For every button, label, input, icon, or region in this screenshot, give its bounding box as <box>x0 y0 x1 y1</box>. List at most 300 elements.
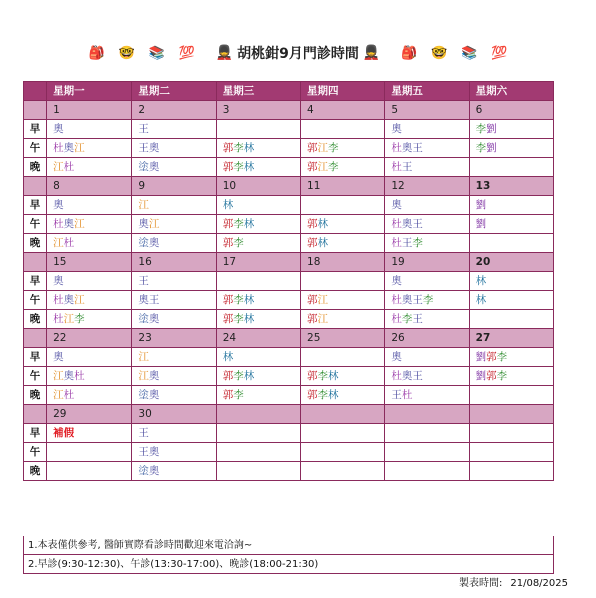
header-tue: 星期二 <box>132 82 216 101</box>
session-label: 早 <box>24 424 47 443</box>
session-row <box>24 462 554 481</box>
doctor-name: 李 <box>233 313 244 325</box>
doctor-name: 王 <box>412 218 423 230</box>
session-label: 午 <box>24 215 47 234</box>
date-cell: 10 <box>216 177 300 196</box>
backpack-icon: 🎒 <box>401 46 418 61</box>
schedule-cell <box>385 196 469 215</box>
schedule-cell <box>469 310 553 329</box>
schedule-cell <box>47 158 132 177</box>
doctor-name: 李 <box>496 370 508 382</box>
soldier-icon: 💂 <box>215 45 234 61</box>
doctor-name: 王 <box>138 142 149 154</box>
date-row-label <box>24 177 47 196</box>
session-label: 晚 <box>24 234 47 253</box>
schedule-cell <box>385 348 469 367</box>
doctor-name: 李 <box>317 389 329 401</box>
header-thu: 星期四 <box>301 82 385 101</box>
doctor-name: 奧 <box>148 465 160 477</box>
doctor-name: 奧 <box>391 123 402 135</box>
schedule-cell <box>132 443 216 462</box>
doctor-name: 江 <box>53 237 64 249</box>
doctor-name: 王 <box>138 427 149 439</box>
schedule-cell <box>132 367 216 386</box>
doctor-name: 杜 <box>391 142 402 154</box>
date-row <box>24 405 554 424</box>
session-label: 晚 <box>24 310 47 329</box>
doctor-name: 塗 <box>138 161 149 173</box>
session-row <box>24 120 554 139</box>
schedule-cell <box>132 120 216 139</box>
date-cell <box>385 405 469 424</box>
doctor-name: 林 <box>243 313 255 325</box>
doctor-name: 杜 <box>53 313 64 325</box>
doctor-name: 林 <box>243 161 255 173</box>
doctor-name: 李 <box>233 370 244 382</box>
schedule-cell <box>47 139 132 158</box>
date-cell: 3 <box>216 101 300 120</box>
doctor-name: 李 <box>496 351 508 363</box>
doctor-name: 郭 <box>307 389 318 401</box>
date-cell: 5 <box>385 101 469 120</box>
schedule-cell <box>385 234 469 253</box>
schedule-cell <box>132 348 216 367</box>
doctor-name: 李 <box>233 142 244 154</box>
date-cell: 6 <box>469 101 553 120</box>
schedule-cell <box>47 348 132 367</box>
doctor-name: 杜 <box>63 237 75 249</box>
date-cell: 26 <box>385 329 469 348</box>
doctor-name: 王 <box>412 370 423 382</box>
doctor-name: 奧 <box>53 275 64 287</box>
session-row <box>24 272 554 291</box>
doctor-name: 奧 <box>138 294 149 306</box>
session-label: 午 <box>24 367 47 386</box>
schedule-cell <box>216 348 300 367</box>
schedule-cell <box>385 291 469 310</box>
schedule-cell <box>132 424 216 443</box>
soldier-icon: 💂 <box>362 45 381 61</box>
schedule-cell <box>301 462 385 481</box>
date-cell: 25 <box>301 329 385 348</box>
header-mon: 星期一 <box>47 82 132 101</box>
schedule-cell <box>216 443 300 462</box>
schedule-cell <box>216 215 300 234</box>
doctor-name: 李 <box>233 161 244 173</box>
schedule-cell <box>301 386 385 405</box>
session-label: 早 <box>24 120 47 139</box>
schedule-cell <box>469 462 553 481</box>
header-row <box>24 82 554 101</box>
doctor-name: 劉 <box>486 142 497 154</box>
date-cell: 16 <box>132 253 216 272</box>
doctor-name: 杜 <box>391 294 402 306</box>
doctor-name: 李 <box>412 237 423 249</box>
doctor-name: 郭 <box>222 237 234 249</box>
doctor-name: 杜 <box>53 142 64 154</box>
schedule-cell <box>216 196 300 215</box>
schedule-cell <box>132 139 216 158</box>
doctor-name: 林 <box>317 237 329 249</box>
schedule-cell <box>216 310 300 329</box>
date-cell: 30 <box>132 405 216 424</box>
doctor-name: 江 <box>317 161 329 173</box>
date-cell: 20 <box>469 253 553 272</box>
doctor-name: 林 <box>328 370 339 382</box>
doctor-name: 郭 <box>307 218 318 230</box>
schedule-cell <box>132 462 216 481</box>
doctor-name: 李 <box>328 161 339 173</box>
doctor-name: 奧 <box>148 142 160 154</box>
doctor-name: 郭 <box>222 370 234 382</box>
made-label: 製表時間: <box>458 578 503 589</box>
doctor-name: 杜 <box>391 161 402 173</box>
schedule-cell <box>47 196 132 215</box>
made-date <box>459 574 568 589</box>
doctor-name: 奧 <box>401 142 413 154</box>
schedule-cell <box>132 272 216 291</box>
doctor-name: 李 <box>401 313 413 325</box>
doctor-name: 李 <box>422 294 434 306</box>
schedule-cell <box>47 462 132 481</box>
doctor-name: 郭 <box>307 294 318 306</box>
session-label: 午 <box>24 291 47 310</box>
header-wed: 星期三 <box>216 82 300 101</box>
doctor-name: 杜 <box>63 389 75 401</box>
doctor-name: 江 <box>138 351 149 363</box>
date-cell <box>216 405 300 424</box>
doctor-name: 奧 <box>138 218 149 230</box>
doctor-name: 奧 <box>391 199 402 211</box>
hundred-icon: 💯 <box>178 46 195 61</box>
doctor-name: 王 <box>412 294 423 306</box>
date-cell: 19 <box>385 253 469 272</box>
doctor-name: 奧 <box>63 370 75 382</box>
schedule-cell <box>301 291 385 310</box>
doctor-name: 杜 <box>401 389 413 401</box>
date-cell: 13 <box>469 177 553 196</box>
schedule-cell <box>47 120 132 139</box>
doctor-name: 劉 <box>475 218 487 230</box>
date-row-label <box>24 253 47 272</box>
doctor-name: 江 <box>53 370 64 382</box>
date-cell: 9 <box>132 177 216 196</box>
doctor-name: 郭 <box>307 370 318 382</box>
date-cell: 22 <box>47 329 132 348</box>
date-cell: 24 <box>216 329 300 348</box>
doctor-name: 李 <box>233 294 244 306</box>
doctor-name: 劉 <box>475 351 487 363</box>
schedule-cell <box>385 462 469 481</box>
doctor-name: 李 <box>233 218 244 230</box>
doctor-name: 郭 <box>307 161 318 173</box>
doctor-name: 奧 <box>148 313 160 325</box>
schedule-cell <box>216 424 300 443</box>
schedule-cell <box>385 424 469 443</box>
note-hours: 2.早診(9:30-12:30)、午診(13:30-17:00)、晚診(18:00-21:30) <box>23 555 554 574</box>
doctor-name: 李 <box>233 237 244 249</box>
doctor-name: 江 <box>138 199 149 211</box>
schedule-cell <box>385 139 469 158</box>
doctor-name: 奧 <box>401 218 413 230</box>
schedule-cell <box>132 234 216 253</box>
schedule-cell <box>47 386 132 405</box>
schedule-cell <box>47 443 132 462</box>
schedule-cell <box>216 158 300 177</box>
doctor-name: 杜 <box>53 294 64 306</box>
doctor-name: 奧 <box>148 237 160 249</box>
date-cell <box>469 405 553 424</box>
doctor-name: 李 <box>475 142 487 154</box>
doctor-name: 江 <box>53 389 64 401</box>
date-row-label <box>24 405 47 424</box>
doctor-name: 王 <box>138 275 149 287</box>
doctor-name: 江 <box>74 142 85 154</box>
schedule-cell <box>216 462 300 481</box>
header-sat: 星期六 <box>469 82 553 101</box>
doctor-name: 王 <box>391 389 402 401</box>
doctor-name: 郭 <box>486 370 497 382</box>
emoji-group-left <box>82 45 202 61</box>
doctor-name: 王 <box>148 294 160 306</box>
holiday-label: 補假 <box>53 427 75 439</box>
nerd-face-icon: 🤓 <box>118 46 135 61</box>
session-row <box>24 443 554 462</box>
schedule-cell <box>132 196 216 215</box>
header-fri: 星期五 <box>385 82 469 101</box>
schedule-cell <box>301 310 385 329</box>
doctor-name: 劉 <box>475 199 487 211</box>
doctor-name: 奧 <box>63 142 75 154</box>
title-text: 胡桃鉗9月門診時間 <box>237 46 359 62</box>
schedule-cell <box>301 215 385 234</box>
schedule-cell <box>301 120 385 139</box>
schedule-cell <box>216 367 300 386</box>
doctor-name: 杜 <box>391 237 402 249</box>
schedule-cell <box>47 291 132 310</box>
doctor-name: 林 <box>475 294 487 306</box>
doctor-name: 塗 <box>138 237 149 249</box>
doctor-name: 李 <box>328 142 339 154</box>
schedule-cell <box>301 196 385 215</box>
schedule-cell <box>47 367 132 386</box>
doctor-name: 郭 <box>222 313 234 325</box>
doctor-name: 奧 <box>63 294 75 306</box>
schedule-cell <box>385 272 469 291</box>
date-row <box>24 329 554 348</box>
doctor-name: 江 <box>317 294 329 306</box>
date-cell: 29 <box>47 405 132 424</box>
schedule-cell <box>132 291 216 310</box>
session-row <box>24 386 554 405</box>
session-row <box>24 291 554 310</box>
doctor-name: 奧 <box>391 351 402 363</box>
date-cell: 1 <box>47 101 132 120</box>
doctor-name: 李 <box>317 370 329 382</box>
doctor-name: 江 <box>317 142 329 154</box>
schedule-cell <box>385 386 469 405</box>
date-cell: 18 <box>301 253 385 272</box>
doctor-name: 塗 <box>138 313 149 325</box>
doctor-name: 杜 <box>391 370 402 382</box>
doctor-name: 奧 <box>148 446 160 458</box>
hundred-icon: 💯 <box>491 46 508 61</box>
doctor-name: 杜 <box>53 218 64 230</box>
schedule-cell <box>47 310 132 329</box>
doctor-name: 郭 <box>486 351 497 363</box>
schedule-cell <box>469 196 553 215</box>
doctor-name: 林 <box>243 218 255 230</box>
doctor-name: 林 <box>243 142 255 154</box>
doctor-name: 林 <box>328 389 339 401</box>
date-cell: 2 <box>132 101 216 120</box>
schedule-cell <box>301 139 385 158</box>
date-row <box>24 177 554 196</box>
schedule-cell <box>469 215 553 234</box>
doctor-name: 江 <box>63 313 75 325</box>
session-row <box>24 310 554 329</box>
date-row-label <box>24 101 47 120</box>
doctor-name: 王 <box>412 313 423 325</box>
schedule-cell <box>132 158 216 177</box>
doctor-name: 塗 <box>138 389 149 401</box>
doctor-name: 杜 <box>391 313 402 325</box>
schedule-cell <box>216 234 300 253</box>
schedule-cell <box>301 234 385 253</box>
schedule-cell <box>385 158 469 177</box>
date-cell <box>301 405 385 424</box>
doctor-name: 郭 <box>307 142 318 154</box>
date-cell: 17 <box>216 253 300 272</box>
date-cell: 8 <box>47 177 132 196</box>
doctor-name: 杜 <box>63 161 75 173</box>
date-cell: 11 <box>301 177 385 196</box>
schedule-cell <box>301 348 385 367</box>
schedule-cell <box>216 386 300 405</box>
session-row <box>24 424 554 443</box>
doctor-name: 江 <box>148 218 160 230</box>
session-label: 晚 <box>24 158 47 177</box>
doctor-name: 林 <box>475 275 487 287</box>
schedule-cell <box>301 367 385 386</box>
session-row <box>24 234 554 253</box>
books-icon: 📚 <box>461 46 478 61</box>
doctor-name: 郭 <box>307 237 318 249</box>
schedule-cell <box>301 424 385 443</box>
schedule-cell <box>469 139 553 158</box>
doctor-name: 郭 <box>222 389 234 401</box>
session-label: 午 <box>24 443 47 462</box>
date-cell: 23 <box>132 329 216 348</box>
doctor-name: 李 <box>475 123 487 135</box>
session-label: 晚 <box>24 386 47 405</box>
schedule-cell <box>385 367 469 386</box>
schedule-cell <box>47 215 132 234</box>
session-row <box>24 348 554 367</box>
doctor-name: 林 <box>317 218 329 230</box>
schedule-table <box>23 81 554 481</box>
books-icon: 📚 <box>148 46 165 61</box>
doctor-name: 林 <box>243 370 255 382</box>
schedule-cell <box>216 291 300 310</box>
doctor-name: 奧 <box>53 351 64 363</box>
doctor-name: 奧 <box>401 370 413 382</box>
doctor-name: 劉 <box>475 370 487 382</box>
schedule-cell <box>469 367 553 386</box>
doctor-name: 郭 <box>222 294 234 306</box>
schedule-cell <box>301 272 385 291</box>
schedule-cell <box>47 234 132 253</box>
session-label: 午 <box>24 139 47 158</box>
session-label: 晚 <box>24 462 47 481</box>
date-cell: 27 <box>469 329 553 348</box>
schedule-cell <box>385 120 469 139</box>
doctor-name: 江 <box>138 370 149 382</box>
doctor-name: 郭 <box>222 142 234 154</box>
date-row-label <box>24 329 47 348</box>
doctor-name: 郭 <box>307 313 318 325</box>
schedule-cell <box>469 234 553 253</box>
doctor-name: 奧 <box>391 275 402 287</box>
doctor-name: 李 <box>74 313 85 325</box>
doctor-name: 奧 <box>63 218 75 230</box>
session-row <box>24 158 554 177</box>
schedule-cell <box>469 386 553 405</box>
schedule-cell <box>469 272 553 291</box>
doctor-name: 江 <box>74 218 85 230</box>
doctor-name: 王 <box>412 142 423 154</box>
emoji-group-right <box>394 45 514 61</box>
made-value: 21/08/2025 <box>510 578 568 589</box>
date-row <box>24 101 554 120</box>
session-row <box>24 139 554 158</box>
doctor-name: 奧 <box>148 370 160 382</box>
schedule-cell <box>385 443 469 462</box>
doctor-name: 郭 <box>222 218 234 230</box>
schedule-cell <box>47 272 132 291</box>
schedule-cell <box>469 120 553 139</box>
schedule-cell <box>216 120 300 139</box>
doctor-name: 塗 <box>138 465 149 477</box>
schedule-cell <box>132 215 216 234</box>
schedule-cell <box>216 139 300 158</box>
session-row <box>24 215 554 234</box>
doctor-name: 奧 <box>53 123 64 135</box>
doctor-name: 王 <box>401 161 413 173</box>
session-label: 早 <box>24 348 47 367</box>
header-corner <box>24 82 47 101</box>
schedule-cell <box>469 443 553 462</box>
doctor-name: 郭 <box>222 161 234 173</box>
note-disclaimer: 1.本表僅供參考, 醫師實際看診時間歡迎來電洽詢~ <box>23 536 554 555</box>
date-cell: 15 <box>47 253 132 272</box>
schedule-cell <box>385 310 469 329</box>
doctor-name: 江 <box>74 294 85 306</box>
doctor-name: 李 <box>233 389 244 401</box>
doctor-name: 林 <box>222 199 234 211</box>
doctor-name: 林 <box>243 294 255 306</box>
schedule-cell <box>301 158 385 177</box>
session-row <box>24 196 554 215</box>
backpack-icon: 🎒 <box>88 46 105 61</box>
schedule-cell <box>301 443 385 462</box>
session-label: 早 <box>24 272 47 291</box>
doctor-name: 劉 <box>486 123 497 135</box>
schedule-cell <box>469 348 553 367</box>
doctor-name: 奧 <box>148 161 160 173</box>
schedule-cell <box>132 386 216 405</box>
doctor-name: 奧 <box>53 199 64 211</box>
